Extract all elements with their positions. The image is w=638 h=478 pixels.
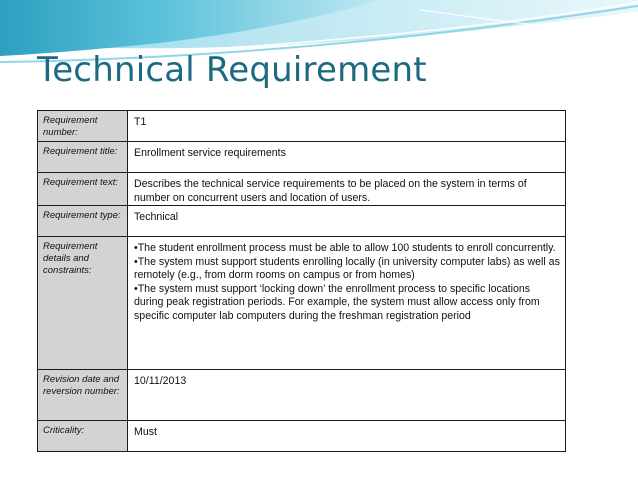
- table-row: [38, 421, 566, 452]
- row-value: Enrollment service requirements: [128, 142, 566, 173]
- row-value: Technical: [128, 206, 566, 237]
- constraint-item: •The system must support students enrolling locally (in university computer labs) as well as remotely (e.g., from dorm rooms on campus or from homes): [134, 255, 560, 281]
- row-label: Requirement text:: [38, 173, 128, 206]
- row-value: T1: [128, 111, 566, 142]
- table-row: [38, 111, 566, 142]
- row-value: Must: [128, 421, 566, 452]
- constraint-item: •The student enrollment process must be able to allow 100 students to enroll concurrently.: [134, 242, 556, 254]
- row-value: 10/11/2013: [128, 370, 566, 421]
- row-label: Revision date and reversion number:: [38, 370, 128, 421]
- requirement-table: [37, 110, 566, 452]
- row-label: Requirement title:: [38, 142, 128, 173]
- slide-title: Technical Requirement: [37, 50, 427, 90]
- row-value: [128, 237, 566, 370]
- row-value: Describes the technical service requirements to be placed on the system in terms of number on concurrent users and location of users.: [128, 173, 566, 206]
- row-label: Requirement details and constraints:: [38, 237, 128, 370]
- row-label: Requirement type:: [38, 206, 128, 237]
- table-row: [38, 173, 566, 206]
- table-row: [38, 206, 566, 237]
- constraint-item: •The system must support ‘locking down’ the enrollment process to specific locations during peak registration periods. For example, the system must allow access only from specific computer lab computers during the freshman registration period: [134, 282, 540, 322]
- table-row: [38, 142, 566, 173]
- table-row: [38, 370, 566, 421]
- table-row: [38, 237, 566, 370]
- row-label: Requirement number:: [38, 111, 128, 142]
- row-label: Criticality:: [38, 421, 128, 452]
